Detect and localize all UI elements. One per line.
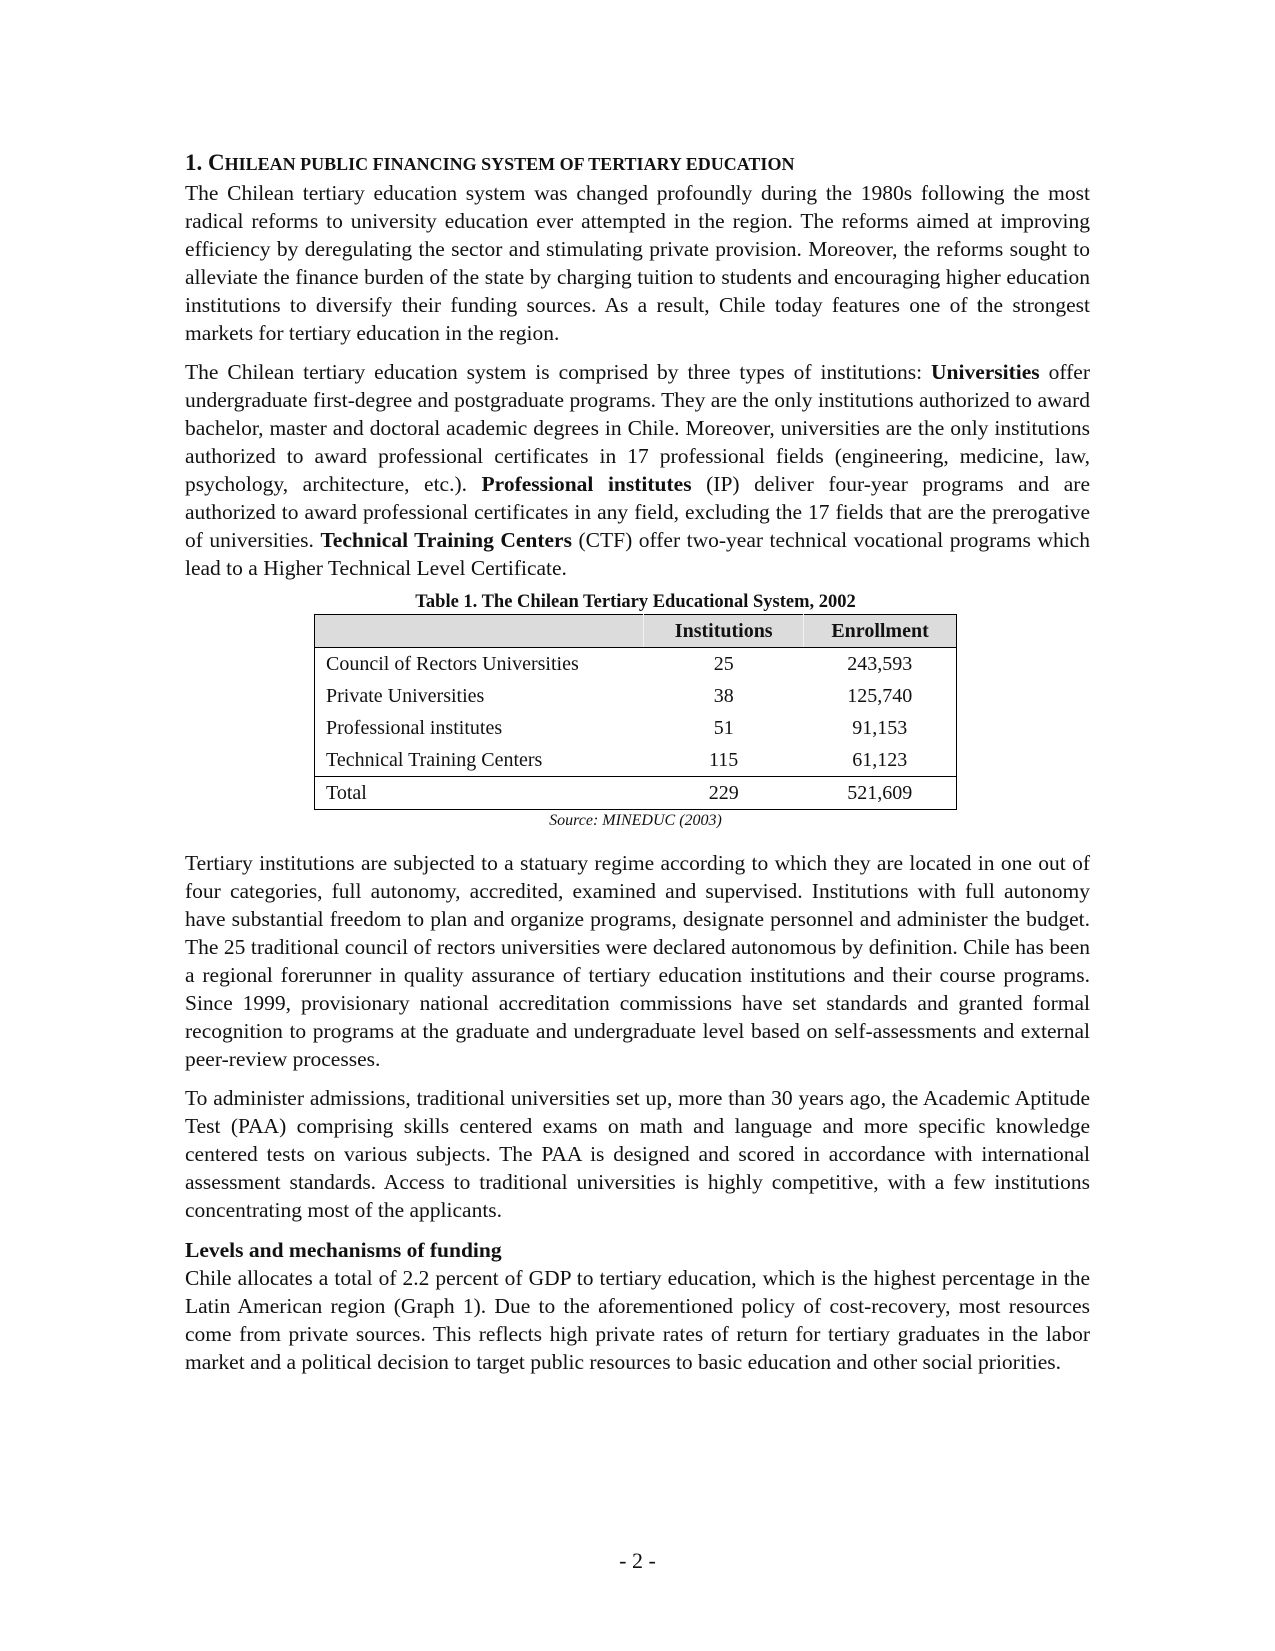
table-caption: Table 1. The Chilean Tertiary Educational System, 2002 [415,592,856,612]
row-institutions: 115 [709,748,739,771]
header-institutions: Institutions [644,615,804,648]
section-number: 1. [185,150,203,175]
header-enrollment: Enrollment [804,615,957,648]
heading-first-letter: C [208,150,225,175]
paragraph-reforms: The Chilean tertiary education system was changed profoundly during the 1980s following the most radical reforms to university education ever attempted in the region. The reforms aimed at improving efficiency by deregulating the sector and stimulating private provision. Moreover, the reforms sought to alleviate the finance burden of the state by charging tuition to students and encouraging higher education institutions to diversify their funding sources. As a result, Chile today features one of the strongest markets for tertiary education in the region. [185,181,1090,345]
row-enrollment: 125,740 [847,684,913,707]
subheading-funding: Levels and mechanisms of funding [185,1238,502,1262]
row-label: Professional institutes [326,716,503,739]
row-institutions: 51 [713,716,734,739]
row-label: Private Universities [326,684,485,707]
row-institutions: 25 [713,652,734,675]
p2-text3: (CTF) offer two-year technical vocational programs which lead to a Higher Technical Level Certificate. [185,528,1090,580]
term-technical-training-centers: Technical Training Centers [320,528,572,552]
table-header-row [315,615,957,648]
paragraph-admissions: To administer admissions, traditional universities set up, more than 30 years ago, the Academic Aptitude Test (PAA) comprising skills centered exams on math and language and more specific knowledge centered tests on various subjects. The PAA is designed and scored in accordance with international assessment standards. Access to traditional universities is highly competitive, with a few institutions concentrating most of the applicants. [185,1086,1090,1222]
row-enrollment: 91,153 [852,716,908,739]
paragraph-statutory-regime: Tertiary institutions are subjected to a statuary regime according to which they are located in one out of four categories, full autonomy, accredited, examined and supervised. Institutions with full autonomy have substantial freedom to plan and organize programs, designate personnel and administer the budget. The 25 traditional council of rectors universities were declared autonomous by definition. Chile has been a regional forerunner in quality assurance of tertiary education institutions and their course programs. Since 1999, provisionary national accreditation commissions have set standards and granted formal recognition to programs at the graduate and undergraduate level based on self-assessments and external peer-review processes. [185,851,1090,1071]
paragraph-funding: Chile allocates a total of 2.2 percent of GDP to tertiary education, which is the highest percentage in the Latin American region (Graph 1). Due to the aforementioned policy of cost-recovery, most resources come from private sources. This reflects high private rates of return for tertiary graduates in the labor market and a political decision to target public resources to basic education and other social priorities. [185,1266,1090,1374]
institutions-table [314,614,957,810]
document-page [185,148,1090,1376]
row-enrollment: 61,123 [852,748,908,771]
table-row [315,744,957,777]
total-institutions: 229 [644,777,804,810]
term-professional-institutes: Professional institutes [481,472,692,496]
section-heading [185,148,1090,179]
table-row [315,648,957,681]
row-label: Council of Rectors Universities [326,652,579,675]
table-row [315,680,957,712]
header-blank [315,615,644,648]
row-enrollment: 243,593 [847,652,913,675]
heading-rest: HILEAN PUBLIC FINANCING SYSTEM OF TERTIARY EDUCATION [224,154,795,174]
table-row [315,712,957,744]
paragraph-institution-types [185,358,1090,582]
p2-intro: The Chilean tertiary education system is comprised by three types of institutions: [185,360,931,384]
p2-text1: offer undergraduate first-degree and postgraduate programs. They are the only institutions authorized to award bachelor, master and doctoral academic degrees in Chile. Moreover, universities are the only institutions authorized to award professional certificates in 17 professional fields (engineering, medicine, law, psychology, architecture, etc.). [185,360,1090,496]
p2-text2: (IP) deliver four-year programs and are authorized to award professional certificates in any field, excluding the 17 fields that are the prerogative of universities. [185,472,1090,552]
table-source: Source: MINEDUC (2003) [549,812,722,829]
row-institutions: 38 [713,684,734,707]
table-total-row [315,777,957,810]
page-number: - 2 - [619,1548,656,1573]
total-enrollment: 521,609 [804,777,957,810]
total-label: Total [315,777,644,810]
table-block [314,591,957,831]
row-label: Technical Training Centers [326,748,543,771]
term-universities: Universities [931,360,1040,384]
